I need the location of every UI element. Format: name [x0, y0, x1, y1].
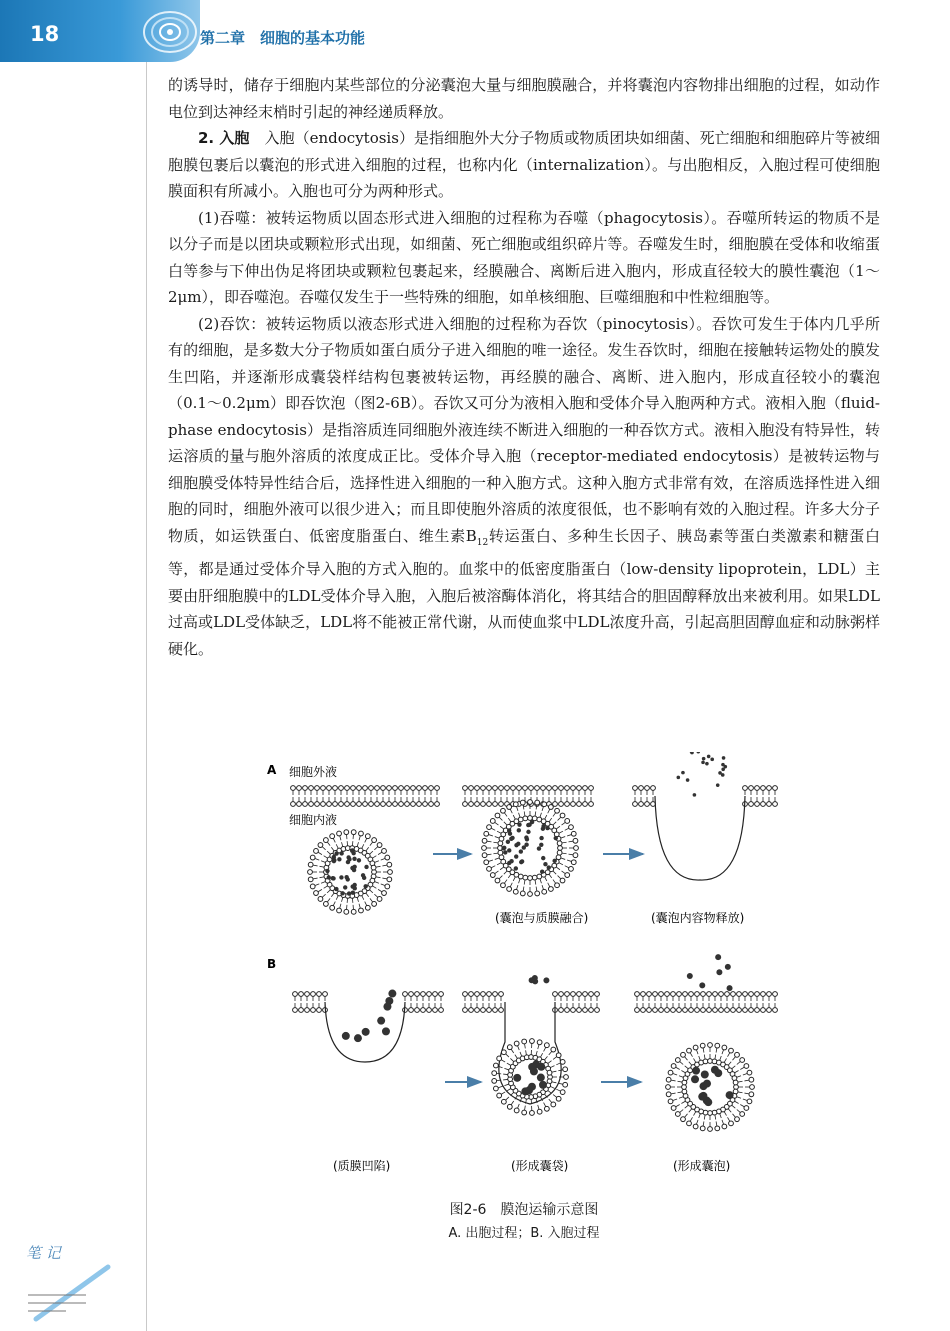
caption-subtitle: A. 出胞过程；B. 入胞过程	[448, 1226, 600, 1241]
b-step1-label: (质膜凹陷)	[333, 1159, 391, 1173]
inside-label: 细胞内液	[289, 813, 338, 827]
panel-a-exocytosis	[291, 752, 778, 914]
body-text	[168, 72, 880, 662]
b-step3-label: (形成囊泡)	[673, 1159, 731, 1173]
margin-line	[146, 62, 147, 1331]
paragraph-4-part-a: (2)吞饮：被转运物质以液态形式进入细胞的过程称为吞饮（pinocytosis）。吞饮可发生于体内几乎所有的细胞，是多数大分子物质如蛋白质分子进入细胞的唯一途径。发生吞饮时，细胞在接触转运物处的膜发生凹陷，并逐渐形成囊袋样结构包裹被转运物，再经膜的融合、离断、进入胞内，形成直径较小的囊泡（0.1～0.2μm）即吞饮泡（图2-6B）。吞饮又可分为液相入胞和受体介导入胞两种方式。液相入胞（fluid-phase endocytosis）是指溶质连同细胞外液连续不断进入细胞的一种吞饮方式。液相入胞没有特异性，转运溶质的量与胞外溶质的浓度成正比。受体介导入胞（receptor-mediated endocytosis）是被转运物与细胞膜受体特异性结合后，选择性进入细胞的一种入胞方式。这种入胞方式非常有效，在溶质选择性进入细胞的同时，细胞外液可以很少进入；而且即使胞外溶质的浓度很低，也不影响有效的入胞过程。许多大分子物质，如运铁蛋白、低密度脂蛋白、维生素B	[168, 314, 880, 545]
section-heading: 2. 入胞	[198, 129, 250, 147]
b-step2-label: (形成囊袋)	[511, 1159, 569, 1173]
paragraph-4-part-b: 转运蛋白、多种生长因子、胰岛素等蛋白类激素和糖蛋白等，都是通过受体介导入胞的方式入胞的。血浆中的低密度脂蛋白（low-density lipoprotein，LDL）主要由肝细胞膜中的LDL受体介导入胞，入胞后被溶酶体消化，将其结合的胆固醇释放出来被利用。如果LDL过高或LDL受体缺乏，LDL将不能被正常代谢，从而使血浆中LDL浓度升高，引起高胆固醇血症和动脉粥样硬化。	[168, 526, 880, 658]
paragraph-1: 的诱导时，储存于细胞内某些部位的分泌囊泡大量与细胞膜融合，并将囊泡内容物排出细胞的过程，如动作电位到达神经末梢时引起的神经递质释放。	[168, 76, 880, 121]
paragraph-2-text: 入胞（endocytosis）是指细胞外大分子物质或物质团块如细菌、死亡细胞和细胞碎片等被细胞膜包裹后以囊泡的形式进入细胞的过程，也称内化（internalization）。与出胞相反，入胞过程可使细胞膜面积有所减小。入胞也可分为两种形式。	[168, 129, 880, 200]
subscript: 12	[476, 537, 489, 548]
panel-b-label: B	[267, 957, 277, 971]
paragraph-4	[168, 311, 880, 663]
paragraph-2	[168, 125, 880, 205]
notes-block	[26, 1242, 116, 1327]
paragraph-3: (1)吞噬：被转运物质以固态形式进入细胞的过程称为吞噬（phagocytosis）。吞噬所转运的物质不是以分子而是以团块或颗粒形式出现，如细菌、死亡细胞或组织碎片等。吞噬发生时，细胞膜在受体和收缩蛋白等参与下伸出伪足将团块或颗粒包裹起来，经膜融合、离断后进入胞内，形成直径较大的膜性囊泡（1～2μm），即吞噬泡。吞噬仅发生于一些特殊的细胞，如单核细胞、巨噬细胞和中性粒细胞等。	[168, 208, 880, 306]
pen-icon	[26, 1263, 116, 1323]
a-step3-label: (囊泡内容物释放)	[651, 911, 745, 925]
outside-label: 细胞外液	[289, 765, 338, 779]
panel-a-label: A	[267, 763, 277, 777]
swirl-logo-icon	[140, 6, 200, 58]
membrane-transport-diagram	[265, 752, 785, 1192]
panel-b-endocytosis	[293, 954, 778, 1131]
notes-label: 笔 记	[26, 1244, 61, 1262]
a-step2-label: (囊泡与质膜融合)	[495, 911, 589, 925]
caption-title: 图2-6 膜泡运输示意图	[449, 1202, 599, 1218]
page-number: 18	[30, 22, 60, 46]
chapter-title: 第二章 细胞的基本功能	[200, 29, 366, 47]
figure-caption	[168, 1198, 880, 1246]
